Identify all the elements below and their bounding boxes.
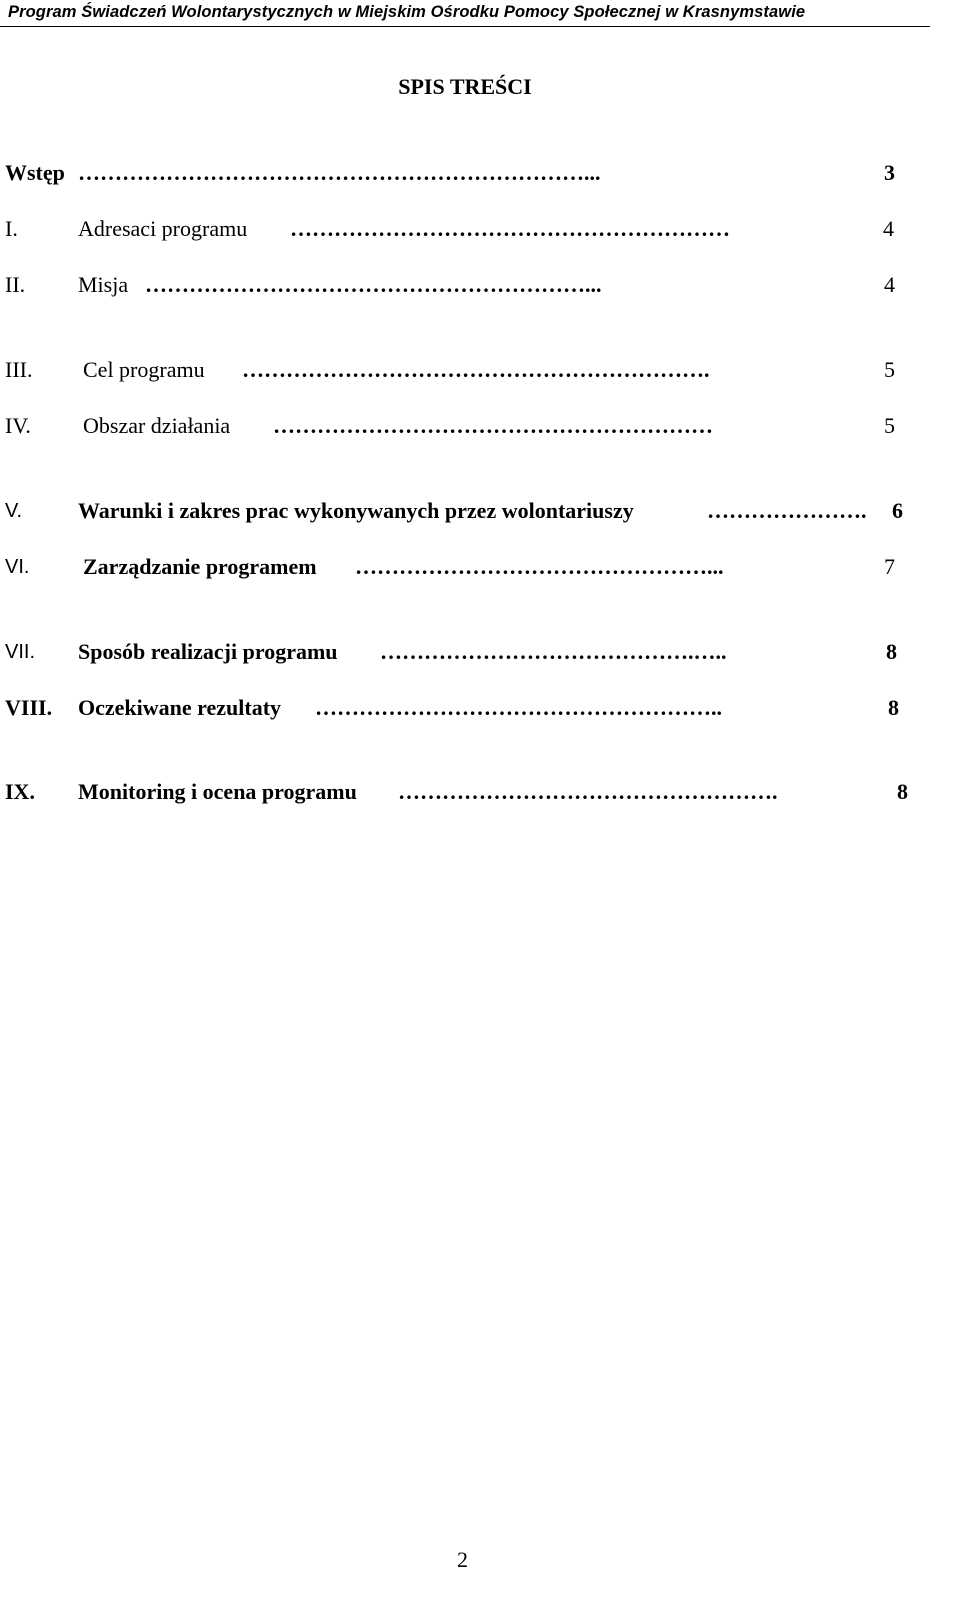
- toc-entry-page: 8: [897, 779, 908, 804]
- toc-entry-page: 4: [883, 216, 894, 241]
- toc-entry-page: 8: [886, 639, 897, 664]
- toc-entry-leader: …………………………………….…..: [380, 639, 727, 664]
- toc-entry-number: II.: [5, 272, 26, 297]
- toc-entry-leader: ……………………………………………………: [273, 413, 713, 438]
- toc-entry-page: 3: [884, 160, 895, 185]
- toc-entry-number: IX.: [5, 779, 35, 804]
- toc-entry-zarzadzanie: [5, 553, 900, 581]
- toc-entry-label: Sposób realizacji programu: [78, 639, 338, 664]
- toc-entry-number: I.: [5, 216, 18, 241]
- toc-entry-obszar: [5, 412, 900, 440]
- toc-entry-number: VI.: [5, 556, 30, 578]
- toc-entry-label: Adresaci programu: [78, 216, 248, 241]
- toc-entry-leader: …………………………………………….: [398, 779, 778, 804]
- toc-entry-oczekiwane: [5, 694, 905, 722]
- toc-entry-leader: …………………………………………...: [355, 554, 724, 579]
- toc-entry-leader: ……………………………………………………...: [145, 272, 602, 297]
- toc-entry-misja: [5, 271, 900, 299]
- toc-entry-page: 8: [888, 695, 899, 720]
- toc-entry-page: 4: [884, 272, 895, 297]
- toc-entry-number: VII.: [5, 641, 36, 663]
- toc-entry-page: 5: [884, 357, 895, 382]
- toc-entry-page: 5: [884, 413, 895, 438]
- toc-entry-page: 6: [892, 498, 903, 523]
- toc-entry-warunki: [5, 497, 905, 525]
- page-number: 2: [457, 1547, 468, 1572]
- toc-entry-number: III.: [5, 357, 33, 382]
- toc-entry-label: Misja: [78, 272, 129, 297]
- toc-entry-monitoring: [5, 778, 910, 806]
- toc-entry-leader: ……………………………………………………: [290, 216, 730, 241]
- toc-entry-sposob: [5, 638, 905, 666]
- toc-entry-label: Wstęp: [5, 160, 65, 185]
- toc-entry-adresaci: [5, 215, 900, 243]
- toc-entry-leader: ………………….: [707, 498, 867, 523]
- toc-entry-page: 7: [884, 554, 895, 579]
- toc-entry-label: Oczekiwane rezultaty: [78, 695, 282, 720]
- toc-entry-number: VIII.: [5, 695, 53, 720]
- toc-entry-leader: ………………………………………………..: [315, 695, 722, 720]
- page-header: [0, 0, 930, 27]
- toc-entry-cel: [5, 356, 900, 384]
- header-title: Program Świadczeń Wolontarystycznych w Miejskim Ośrodku Pomocy Społecznej w Krasnymstawie: [8, 3, 806, 21]
- toc-entry-label: Warunki i zakres prac wykonywanych przez wolontariuszy: [78, 498, 634, 523]
- toc-entry-label: Cel programu: [83, 357, 205, 382]
- toc-title: SPIS TREŚCI: [398, 74, 532, 99]
- toc-entry-label: Zarządzanie programem: [83, 554, 317, 579]
- toc-entry-label: Obszar działania: [83, 413, 231, 438]
- toc-entry-number: IV.: [5, 413, 31, 438]
- toc-entry-number: V.: [5, 500, 23, 522]
- toc-entry-leader: ……………………………………………………….: [242, 357, 710, 382]
- toc-entry-wstep: [5, 159, 900, 187]
- toc-entry-leader: ……………………………………………………………...: [78, 160, 601, 185]
- toc-entry-label: Monitoring i ocena programu: [78, 779, 357, 804]
